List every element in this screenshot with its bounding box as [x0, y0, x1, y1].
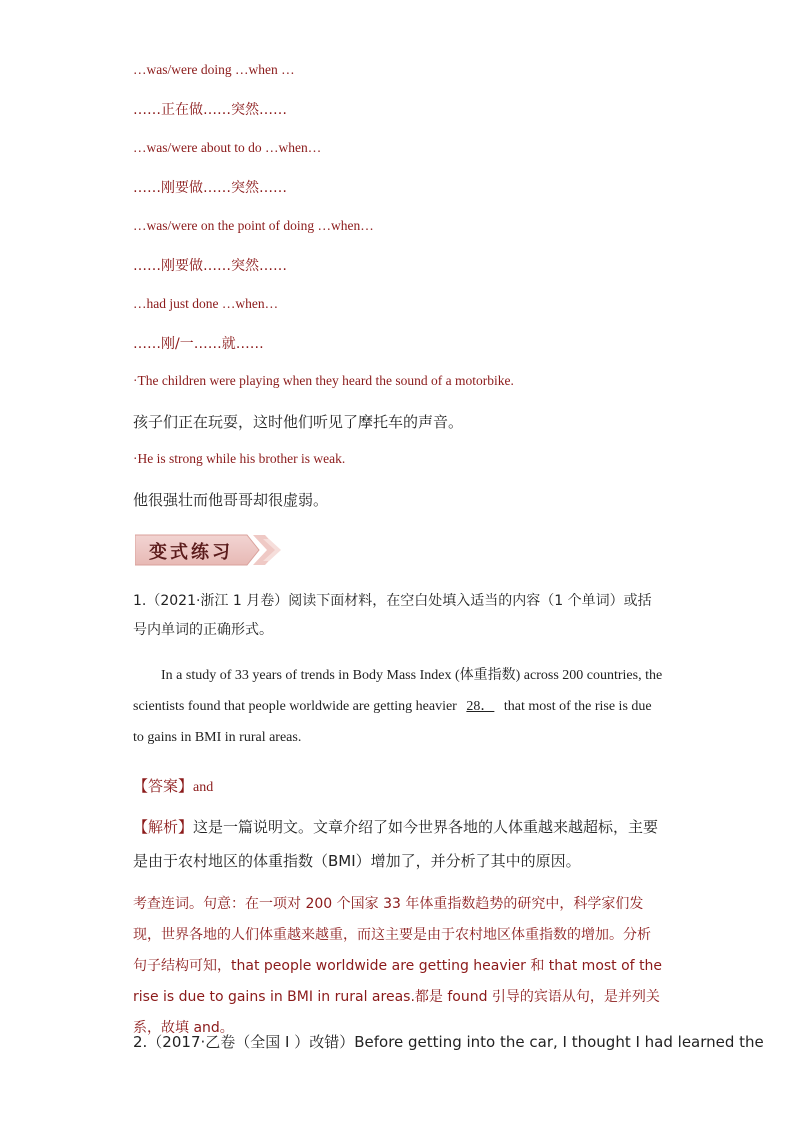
question-1-passage — [133, 660, 663, 753]
answer-label: 【答案】 — [133, 777, 194, 795]
pattern-2-en: …was/were about to do …when… — [133, 140, 322, 155]
passage-text-before: In a study of 33 years of trends in Body Mass Index (体重指数) across 200 countries, the scientists found that people worldwide are getting heavier — [133, 668, 663, 714]
pattern-4-en: …had just done …when… — [133, 296, 279, 311]
section-title: 变式练习 — [149, 542, 233, 563]
example-1-en: ·The children were playing when they heard the sound of a motorbike. — [133, 373, 514, 388]
pattern-1-cn: ……正在做……突然…… — [133, 102, 287, 118]
section-banner — [135, 533, 285, 567]
answer-line — [133, 775, 213, 796]
question-2-prompt: 2.（2017·乙卷（全国 I ）改错）Before getting into the car, I thought I had learned the — [133, 1033, 764, 1051]
blank-28: 28． — [466, 699, 495, 714]
analysis-label: 【解析】 — [133, 818, 194, 836]
analysis-block — [133, 811, 663, 879]
example-1-cn: 孩子们正在玩耍，这时他们听见了摩托车的声音。 — [133, 413, 464, 431]
example-2-cn: 他很强壮而他哥哥却很虚弱。 — [133, 491, 329, 509]
passage-text-after: that most of the rise is due to gains in BMI in rural areas. — [133, 699, 652, 745]
question-1-prompt: 1.（2021·浙江 1 月卷）阅读下面材料，在空白处填入适当的内容（1 个单词）或括号内单词的正确形式。 — [133, 593, 652, 638]
pattern-2-cn: ……刚要做……突然…… — [133, 180, 287, 196]
pattern-3-cn: ……刚要做……突然…… — [133, 258, 287, 274]
pattern-3-en: …was/were on the point of doing …when… — [133, 218, 374, 233]
explanation-text: 考查连词。句意：在一项对 200 个国家 33 年体重指数趋势的研究中，科学家们发现，世界各地的人们体重越来越重，而这主要是由于农村地区体重指数的增加。分析句子结构可知，that people worldwide are getting heavier 和 that most of the rise is due to gains in BMI in rural areas.都是 found 引导的宾语从句，是并列关系，故填 and。 — [133, 896, 663, 1036]
answer-value: and — [193, 780, 214, 795]
pattern-1-en: …was/were doing …when … — [133, 62, 295, 77]
example-2-en: ·He is strong while his brother is weak. — [133, 451, 346, 466]
analysis-text: 这是一篇说明文。文章介绍了如今世界各地的人体重越来越超标，主要是由于农村地区的体重指数（BMI）增加了，并分析了其中的原因。 — [133, 818, 659, 870]
pattern-4-cn: ……刚/一……就…… — [133, 336, 264, 352]
